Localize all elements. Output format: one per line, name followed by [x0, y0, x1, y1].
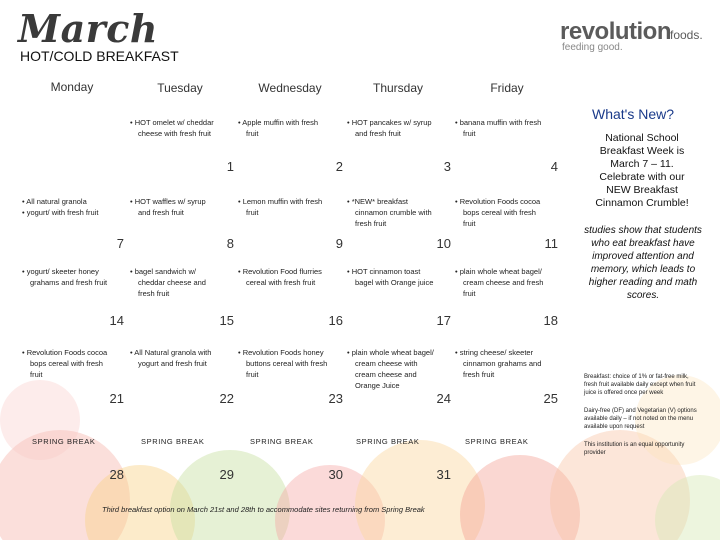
menu-mon-3: • yogurt/ skeeter honey grahams and fresh fruit [22, 267, 108, 287]
day-monday: Monday [50, 80, 94, 94]
date: 7 [116, 236, 124, 251]
revolution-foods-logo [560, 18, 710, 58]
menu-mon-4: • Revolution Foods cocoa bops cereal with fresh fruit [22, 348, 108, 379]
date: 9 [335, 236, 343, 251]
spring-break: SPRING BREAK [250, 437, 314, 446]
breakfast-week-text: National School Breakfast Week is March 7 – 11. Celebrate with our NEW Breakfast Cinnamon Crumble! [595, 132, 689, 209]
spring-break: SPRING BREAK [465, 437, 529, 446]
footer-note: Third breakfast option on March 21st and 28th to accommodate sites returning from Spring Break [102, 505, 425, 514]
spring-break: SPRING BREAK [356, 437, 420, 446]
menu-tue-1: • HOT omelet w/ cheddar cheese with fresh fruit [130, 118, 214, 138]
equal-opportunity-note: This institution is an equal opportunity provider [584, 442, 685, 456]
date: 23 [328, 391, 343, 406]
date: 17 [436, 313, 451, 328]
menu-wed-1: • Apple muffin with fresh fruit [238, 118, 319, 138]
menu-tue-3: • bagel sandwich w/ cheddar cheese and fresh fruit [130, 267, 206, 298]
day-tuesday: Tuesday [157, 81, 203, 95]
date: 15 [219, 313, 234, 328]
date: 8 [226, 236, 234, 251]
date: 25 [543, 391, 558, 406]
date: 22 [219, 391, 234, 406]
menu-fri-2: • Revolution Foods cocoa bops cereal with fresh fruit [455, 197, 541, 228]
milk-note: Breakfast: choice of 1% or fat-free milk, fresh fruit available daily except when fruit juice is offered once per week [584, 374, 696, 396]
menu-wed-2: • Lemon muffin with fresh fruit [238, 197, 323, 217]
logo-word: revolution [560, 18, 672, 45]
date: 24 [436, 391, 451, 406]
day-wednesday: Wednesday [258, 81, 322, 95]
day-friday: Friday [490, 81, 524, 95]
menu-thu-1: • HOT pancakes w/ syrup and fresh fruit [347, 118, 432, 138]
date: 29 [219, 467, 234, 482]
logo-tagline: feeding good. [562, 42, 623, 53]
date: 4 [550, 159, 558, 174]
menu-tue-4: • All Natural granola with yogurt and fresh fruit [130, 348, 212, 368]
date: 21 [109, 391, 124, 406]
date: 14 [109, 313, 124, 328]
date: 3 [443, 159, 451, 174]
date: 16 [328, 313, 343, 328]
date: 31 [436, 467, 451, 482]
menu-fri-3: • plain whole wheat bagel/ cream cheese and fresh fruit [455, 267, 544, 298]
menu-thu-4: • plain whole wheat bagel/ cream cheese with cream cheese and Orange Juice [347, 348, 434, 390]
spring-break: SPRING BREAK [141, 437, 205, 446]
logo-foods: foods. [670, 28, 703, 42]
date: 10 [436, 236, 451, 251]
day-thursday: Thursday [372, 81, 424, 95]
date: 18 [543, 313, 558, 328]
date: 11 [544, 236, 558, 251]
dietary-note: Dairy-free (DF) and Vegetarian (V) options available daily – if not noted on the menu available upon request [584, 408, 697, 430]
spring-break: SPRING BREAK [32, 437, 96, 446]
studies-text: studies show that students who eat breakfast have improved attention and memory, which leads to higher reading and math scores. [584, 225, 702, 301]
menu-mon-2: • All natural granola • yogurt/ with fresh fruit [22, 197, 99, 217]
date: 30 [328, 467, 343, 482]
month-title: March [18, 6, 158, 51]
date: 2 [335, 159, 343, 174]
menu-thu-3: • HOT cinnamon toast bagel with Orange juice [347, 267, 434, 287]
date: 28 [109, 467, 124, 482]
menu-wed-4: • Revolution Foods honey buttons cereal with fresh fruit [238, 348, 328, 379]
menu-tue-2: • HOT waffles w/ syrup and fresh fruit [130, 197, 206, 217]
menu-wed-3: • Revolution Food flurries cereal with fresh fruit [238, 267, 322, 287]
menu-fri-4: • string cheese/ skeeter cinnamon grahams and fresh fruit [455, 348, 542, 379]
date: 1 [226, 159, 234, 174]
menu-subtitle: HOT/COLD BREAKFAST [20, 48, 179, 64]
menu-thu-2: • *NEW* breakfast cinnamon crumble with fresh fruit [347, 197, 432, 228]
menu-fri-1: • banana muffin with fresh fruit [455, 118, 542, 138]
whats-new-title: What's New? [592, 106, 675, 122]
